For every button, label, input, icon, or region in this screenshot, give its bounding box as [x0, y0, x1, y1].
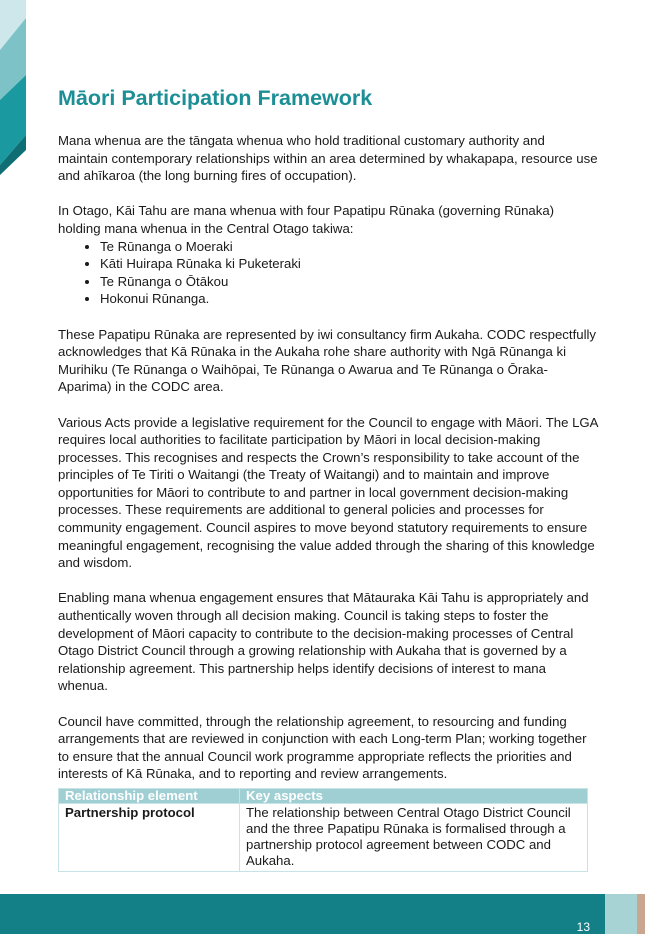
footer-tab	[605, 894, 637, 934]
paragraph-kai-tahu: In Otago, Kāi Tahu are mana whenua with four Papatipu Rūnaka (governing Rūnaka) holding mana whenua in the Central Otago takiwa:	[58, 203, 555, 236]
table-header-row	[59, 789, 588, 804]
paragraph-mana-whenua: Mana whenua are the tāngata whenua who hold traditional customary authority and maintain contemporary relationships within an area determined by whakapapa, resource use and ahīkaroa (the long burning fires of occupation).	[58, 133, 598, 184]
list-item: • Hokonui Rūnanga.	[100, 290, 598, 308]
page-title: Māori Participation Framework	[58, 86, 373, 110]
footer-tab-edge	[637, 894, 645, 934]
list-item: • Te Rūnanga o Moeraki	[100, 238, 598, 256]
runaka-list	[58, 238, 598, 308]
table-cell: The relationship between Central Otago District Council and the three Papatipu Rūnaka is formalised through a partnership protocol agreement between CODC and Aukaha.	[240, 804, 588, 872]
page-number: 13	[576, 920, 590, 934]
relationship-table	[58, 788, 588, 872]
body-text	[58, 132, 598, 801]
table-row	[59, 804, 588, 872]
table-header-cell: Key aspects	[240, 789, 588, 804]
list-item: • Te Rūnanga o Ōtākou	[100, 273, 598, 291]
paragraph-legislative: Various Acts provide a legislative requirement for the Council to engage with Māori. The LGA requires local authorities to facilitate participation by Māori in local decision-making processes. This recognises and respects the Crown’s responsibility to take account of the principles of Te Tiriti o Waitangi (the Treaty of Waitangi) and to maintain and improve opportunities for Māori to contribute to and partner in local government decision-making processes. These requirements are additional to general policies and processes for community engagement. Council aspires to move beyond statutory requirements to ensure meaningful engagement, recognising the value added through the sharing of this knowledge and wisdom.	[58, 414, 598, 571]
decorative-ribbon	[0, 0, 26, 175]
paragraph-engagement: Enabling mana whenua engagement ensures that Mātauraka Kāi Tahu is appropriately and authentically woven through all decision making. Council is taking steps to foster the development of Māori capacity to contribute to the decision-making processes of Central Otago District Council through a growing relationship with Aukaha that is governed by a relationship agreement. This partnership helps identify decisions of interest to mana whenua.	[58, 590, 589, 694]
table-cell: Partnership protocol	[59, 804, 240, 872]
paragraph-aukaha: These Papatipu Rūnaka are represented by iwi consultancy firm Aukaha. CODC respectfully acknowledges that Kā Rūnaka in the Aukaha rohe share authority with Ngā Rūnanga ki Murihiku (Te Rūnanga o Waihōpai, Te Rūnanga o Awarua and Te Rūnanga o Ōraka-Aparima) in the CODC area.	[58, 326, 597, 395]
footer-bar	[0, 894, 605, 934]
list-item: • Kāti Huirapa Rūnaka ki Puketeraki	[100, 255, 598, 273]
paragraph-commitment: Council have committed, through the relationship agreement, to resourcing and funding arrangements that are reviewed in conjunction with each Long-term Plan; working together to ensure that the annual Council work programme appropriate reflects the priorities and interests of Kā Rūnaka, and to reporting and review arrangements.	[58, 713, 587, 782]
table-header-cell: Relationship element	[59, 789, 240, 804]
